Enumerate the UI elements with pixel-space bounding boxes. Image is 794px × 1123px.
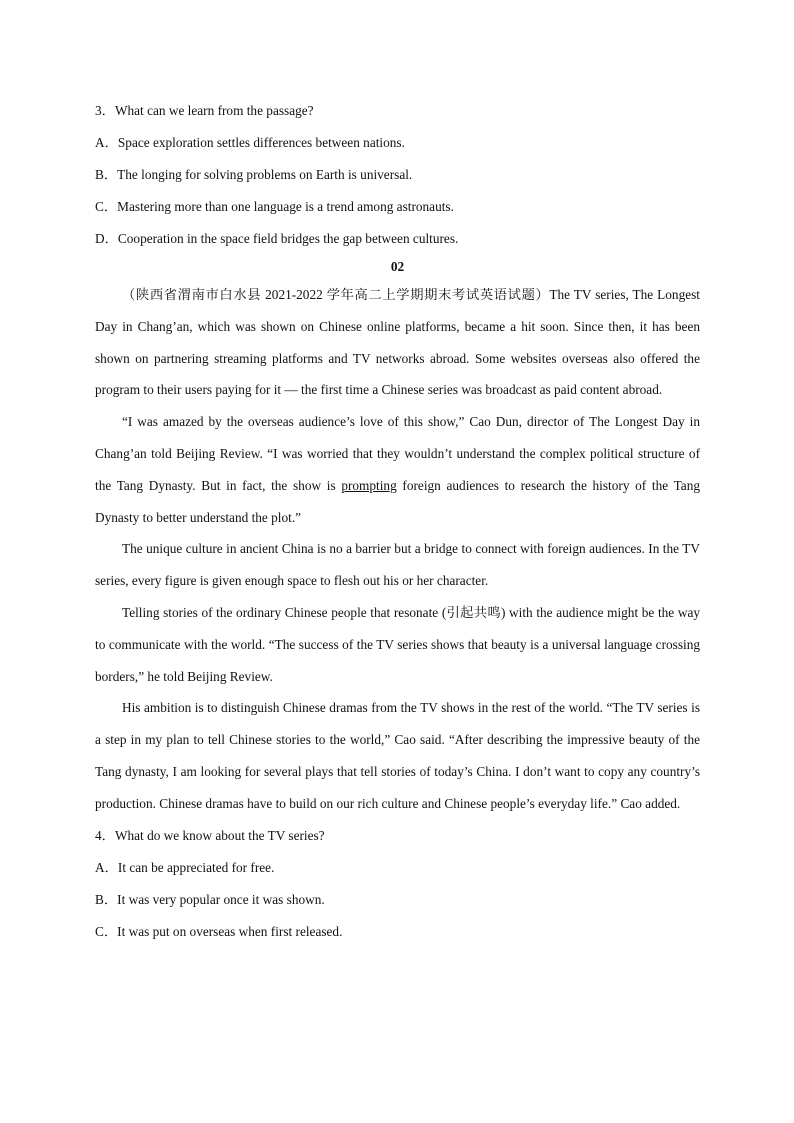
passage-paragraph-2-text-b: foreign audiences to research the history of the Tang Dynasty to better understand the plot.” bbox=[95, 477, 700, 525]
question-3-option-a: A．Space exploration settles differences between nations. bbox=[95, 135, 405, 150]
passage-paragraph-2 bbox=[95, 406, 700, 533]
underlined-word-prompting: prompting bbox=[341, 477, 397, 493]
question-4-option-b: B．It was very popular once it was shown. bbox=[95, 891, 325, 907]
passage-paragraph-5: His ambition is to distinguish Chinese dramas from the TV shows in the rest of the world. “The TV series is a step in my plan to tell Chinese stories to the world,” Cao said. “After describing the impressive beauty of the Tang dynasty, I am looking for several plays that tell stories of today’s China. I don’t want to copy any country’s production. Chinese dramas have to build on our rich culture and Chinese people’s everyday life.” Cao added. bbox=[95, 700, 700, 811]
question-3-stem: 3．What can we learn from the passage? bbox=[95, 103, 314, 118]
question-3-option-b: B．The longing for solving problems on Earth is universal. bbox=[95, 167, 413, 182]
passage-paragraph-2-text-a: “I was amazed by the overseas audience’s love of this show,” Cao Dun, director of The Longest Day in Chang’an told Beijing Review. “I was worried that they wouldn’t understand the complex political structure of the Tang Dynasty. But in fact, the show is bbox=[95, 414, 700, 493]
document-page bbox=[95, 95, 700, 948]
question-4-stem: 4．What do we know about the TV series? bbox=[95, 827, 325, 843]
passage-paragraph-1: （陕西省渭南市白水县 2021-2022 学年高二上学期期末考试英语试题）The TV series, The Longest Day in Chang’an, which was shown on Chinese online platforms, became a hit soon. Since then, it has been shown on partnering streaming platforms and TV networks abroad. Some websites overseas also offered the program to their users paying for it — the first time a Chinese series was broadcast as paid content abroad. bbox=[95, 287, 700, 398]
section-number: 02 bbox=[390, 259, 405, 274]
question-3-option-d: D．Cooperation in the space field bridges the gap between cultures. bbox=[95, 231, 459, 246]
question-4-option-c: C．It was put on overseas when first released. bbox=[95, 923, 343, 939]
question-4-option-a: A．It can be appreciated for free. bbox=[95, 859, 275, 875]
passage-paragraph-3: The unique culture in ancient China is no a barrier but a bridge to connect with foreign audiences. In the TV series, every figure is given enough space to flesh out his or her character. bbox=[95, 541, 700, 589]
passage-paragraph-4: Telling stories of the ordinary Chinese people that resonate (引起共鸣) with the audience might be the way to communicate with the world. “The success of the TV series shows that beauty is a universal language crossing borders,” he told Beijing Review. bbox=[95, 604, 700, 684]
question-3-option-c: C．Mastering more than one language is a trend among astronauts. bbox=[95, 199, 454, 214]
